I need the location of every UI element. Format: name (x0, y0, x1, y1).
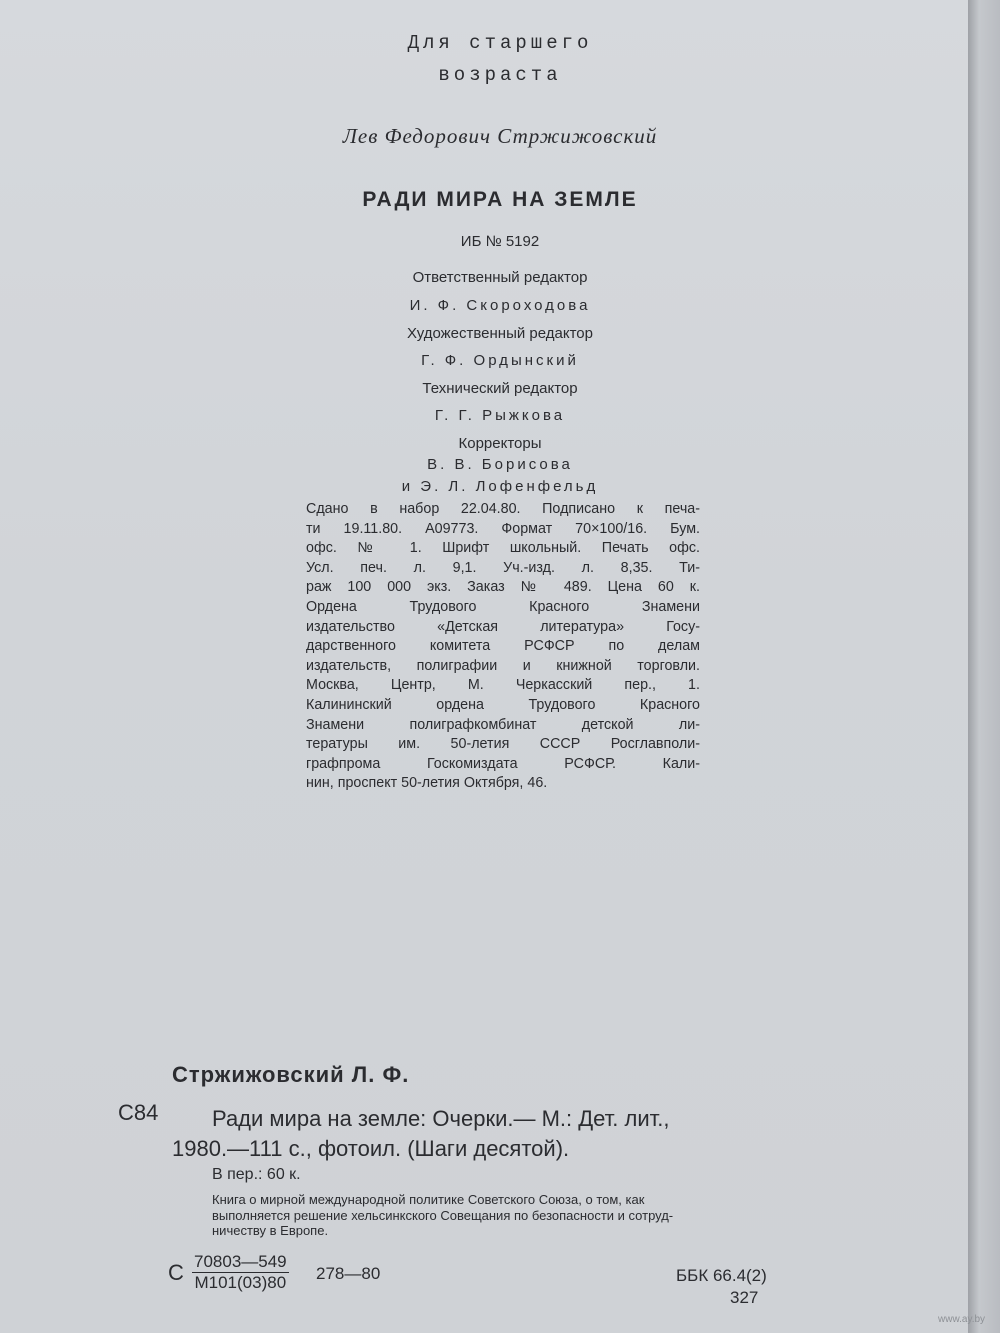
imprint-line: Сдано в набор 22.04.80. Подписано к печа- (306, 501, 700, 517)
catalog-fraction (192, 1252, 289, 1293)
annotation-line: ничеству в Европе. (212, 1223, 329, 1238)
imprint-line: нин, проспект 50-летия Октября, 46. (306, 775, 548, 792)
imprint-line: Ордена Трудового Красного Знамени (306, 598, 700, 615)
fraction-numerator: 70803—549 (194, 1252, 287, 1271)
catalog-code: С84 (118, 1100, 159, 1125)
catalog-description-line2: 1980.—111 с., фотоил. (Шаги десятой). (172, 1136, 570, 1161)
catalog-price: В пер.: 60 к. (212, 1166, 301, 1183)
fraction-tail: 278—80 (316, 1264, 381, 1283)
annotation-line: Книга о мирной международной политике Советского Союза, о том, как (212, 1192, 645, 1207)
imprint-line: Москва, Центр, М. Черкасский пер., 1. (306, 677, 700, 694)
imprint-line: издательство «Детская литература» Госу- (306, 618, 700, 635)
catalog-annotation (212, 1192, 802, 1239)
imprint-block (306, 500, 700, 794)
imprint-line: офс. № 1. Шрифт школьный. Печать офс. (306, 540, 700, 557)
annotation-line: выполняется решение хельсинкского Совещания по безопасности и сотруд- (212, 1207, 674, 1223)
fraction-denominator: М101(03)80 (194, 1273, 287, 1292)
age-group-line1: Для старшего (407, 32, 593, 54)
imprint-line: ти 19.11.80. А09773. Формат 70×100/16. Бум. (306, 520, 700, 537)
catalog-author: Стржижовский Л. Ф. (172, 1062, 410, 1087)
bbk-subcode: 327 (730, 1288, 759, 1307)
credit-role: Ответственный редактор (412, 269, 588, 286)
corrector-name: и Э. Л. Лофенфельд (401, 478, 599, 495)
ib-number: ИБ № 5192 (460, 233, 540, 250)
imprint-line: издательств, полиграфии и книжной торговли. (306, 657, 700, 674)
imprint-line: Усл. печ. л. 9,1. Уч.-изд. л. 8,35. Ти- (306, 559, 700, 576)
imprint-line: раж 100 000 экз. Заказ № 489. Цена 60 к. (306, 579, 700, 596)
book-title: РАДИ МИРА НА ЗЕМЛЕ (362, 188, 638, 211)
bbk-code: ББК 66.4(2) (676, 1266, 767, 1285)
imprint-line: тературы им. 50-летия СССР Росглавполи- (306, 736, 700, 753)
author-full-name: Лев Федорович Стржижовский (342, 124, 658, 148)
credit-role: Технический редактор (422, 380, 578, 397)
imprint-line: графпрома Госкомиздата РСФСР. Кали- (306, 755, 700, 772)
age-group-line2: возраста (438, 64, 562, 86)
credit-name: Г. Г. Рыжкова (434, 407, 566, 424)
credit-name: И. Ф. Скороходова (409, 297, 591, 314)
imprint-line: Знамени полиграфкомбинат детской ли- (306, 716, 700, 733)
imprint-line: Калининский ордена Трудового Красного (306, 696, 700, 713)
credit-name: Г. Ф. Ордынский (421, 352, 579, 369)
catalog-c-letter: С (168, 1260, 184, 1285)
catalog-description-line1: Ради мира на земле: Очерки.— М.: Дет. лит., (212, 1106, 670, 1131)
imprint-line: дарственного комитета РСФСР по делам (306, 638, 700, 655)
correctors-role: Корректоры (458, 435, 542, 452)
corrector-name: В. В. Борисова (427, 456, 573, 473)
watermark: www.ay.by (938, 1314, 986, 1325)
credit-role: Художественный редактор (407, 325, 593, 342)
